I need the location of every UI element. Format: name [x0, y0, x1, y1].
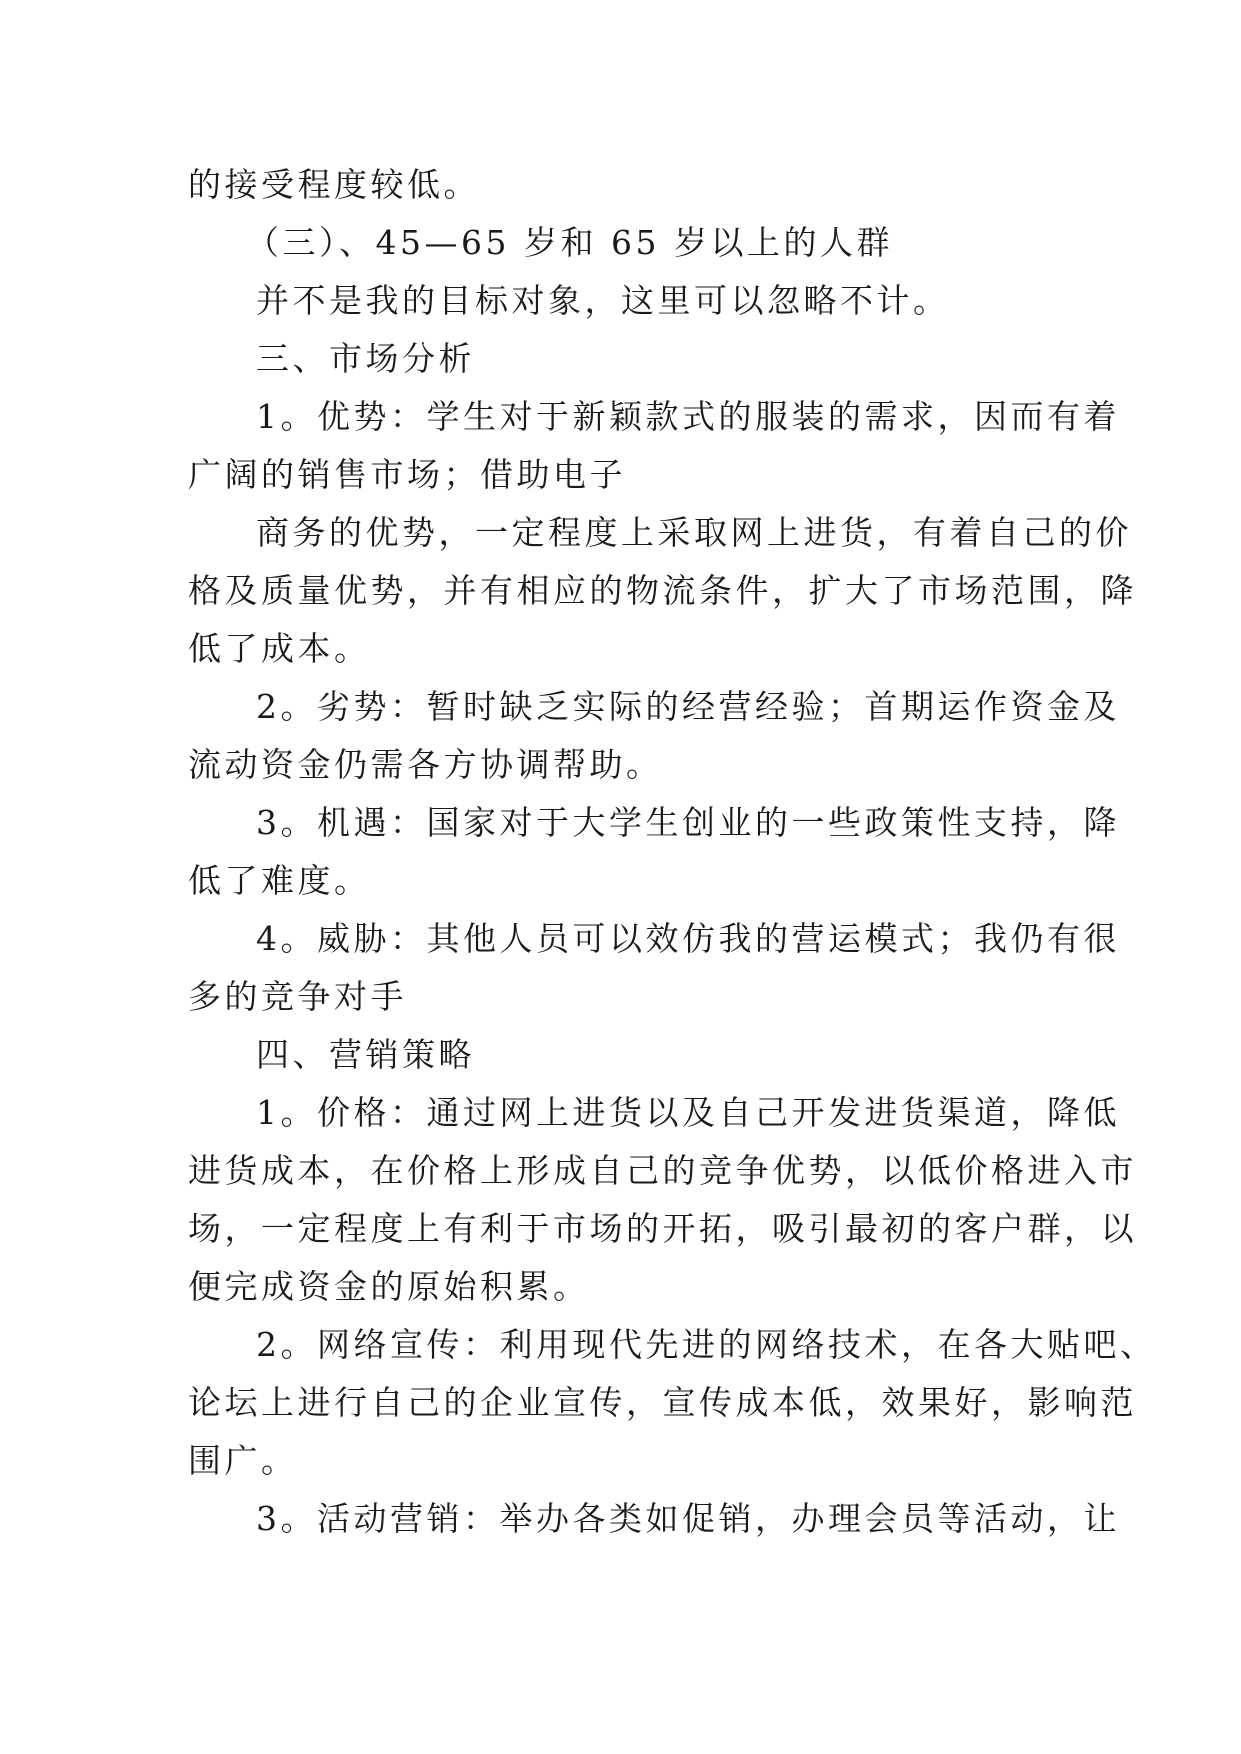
text-line: 进货成本，在价格上形成自己的竞争优势，以低价格进入市 [188, 1151, 1137, 1190]
text-line: 1。价格：通过网上进货以及自己开发进货渠道，降低 [256, 1093, 1120, 1132]
text-line: 场，一定程度上有利于市场的开拓，吸引最初的客户群，以 [188, 1209, 1137, 1248]
text-line: 格及质量优势，并有相应的物流条件，扩大了市场范围，降 [188, 571, 1137, 610]
text-line: 1。优势：学生对于新颖款式的服装的需求，因而有着 [256, 397, 1120, 436]
text-line: 低了成本。 [188, 629, 371, 668]
text-line: 多的竞争对手 [188, 977, 407, 1016]
text-line: 4。威胁：其他人员可以效仿我的营运模式；我仍有很 [256, 919, 1120, 958]
text-line: 3。活动营销：举办各类如促销，办理会员等活动，让 [256, 1499, 1120, 1538]
section-heading: （三）、45—65 岁和 65 岁以上的人群 [246, 223, 893, 262]
text-line: 围广。 [188, 1441, 298, 1480]
text-line: 广阔的销售市场；借助电子 [188, 455, 626, 494]
text-line: 商务的优势，一定程度上采取网上进货，有着自己的价 [256, 513, 1132, 552]
section-heading: 四、营销策略 [256, 1035, 475, 1074]
text-line: 流动资金仍需各方协调帮助。 [188, 745, 663, 784]
section-heading: 三、市场分析 [256, 339, 475, 378]
text-line: 并不是我的目标对象，这里可以忽略不计。 [256, 281, 950, 320]
text-line: 低了难度。 [188, 861, 371, 900]
text-line: 便完成资金的原始积累。 [188, 1267, 590, 1306]
text-line: 2。劣势：暂时缺乏实际的经营经验；首期运作资金及 [256, 687, 1120, 726]
text-line: 2。网络宣传：利用现代先进的网络技术，在各大贴吧、 [256, 1325, 1157, 1364]
text-line: 论坛上进行自己的企业宣传，宣传成本低，效果好，影响范 [188, 1383, 1137, 1422]
text-line: 3。机遇：国家对于大学生创业的一些政策性支持，降 [256, 803, 1120, 842]
text-line: 的接受程度较低。 [188, 165, 480, 204]
